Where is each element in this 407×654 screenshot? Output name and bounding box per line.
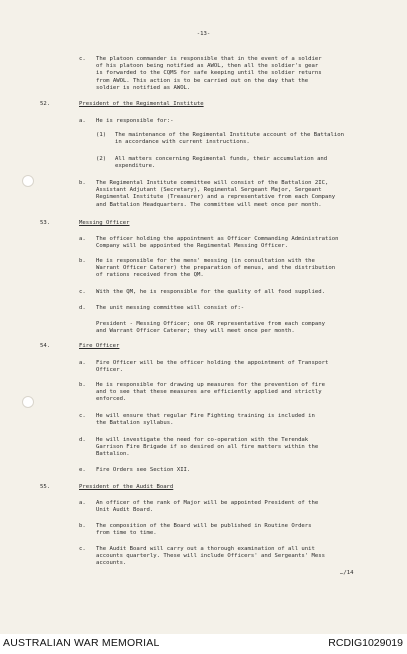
page-number: -13-	[196, 31, 211, 37]
section-number: 53.	[40, 220, 51, 226]
record-id: RCDIG1029019	[328, 637, 403, 649]
item-letter: e.	[79, 467, 86, 473]
item-letter: b.	[79, 382, 86, 388]
item-text: The unit messing committee will consist of:-	[96, 305, 245, 311]
section-number: 52.	[40, 101, 51, 107]
subitem-text: All matters concerning Regimental funds, their accumulation and expenditure.	[115, 156, 328, 170]
subitem-text: The maintenance of the Regimental Institute account of the Battalion in accordance with current instructions.	[115, 132, 345, 146]
item-letter: c.	[79, 413, 86, 419]
archive-name: AUSTRALIAN WAR MEMORIAL	[3, 637, 160, 649]
subitem-number: (2)	[96, 156, 107, 162]
item-text: The composition of the Board will be published in Routine Orders from time to time.	[96, 523, 312, 537]
item-text: With the QM, he is responsible for the quality of all food supplied.	[96, 289, 326, 295]
continuation-marker: …/14	[340, 570, 354, 576]
punch-hole	[22, 175, 34, 187]
item-text: The officer holding the appointment as Officer Commanding Administration Company will be appointed the Regimental Messing Officer.	[96, 236, 339, 250]
item-letter: a.	[79, 500, 86, 506]
item-letter: d.	[79, 437, 86, 443]
item-letter: a.	[79, 236, 86, 242]
item-letter: c.	[79, 289, 86, 295]
section-number: 54.	[40, 343, 51, 349]
section-number: 55.	[40, 484, 51, 490]
item-text: He will ensure that regular Fire Fighting training is included in the Battalion syllabus.	[96, 413, 315, 427]
item-text: Fire Officer will be the officer holding the appointment of Transport Officer.	[96, 360, 329, 374]
section-heading: President of the Regimental Institute	[79, 101, 204, 107]
item-letter: a.	[79, 360, 86, 366]
item-text: He is responsible for:-	[96, 118, 174, 124]
item-text: An officer of the rank of Major will be appointed President of the Unit Audit Board.	[96, 500, 319, 514]
item-text: He will investigate the need for co-operation with the Terendak Garrison Fire Brigade if so desired on all fire matters within the Battalion.	[96, 437, 319, 458]
archive-footer	[0, 634, 407, 654]
item-text: Fire Orders see Section XII.	[96, 467, 191, 473]
section-heading: President of the Audit Board	[79, 484, 174, 490]
item-letter: b.	[79, 258, 86, 264]
punch-hole	[22, 396, 34, 408]
section-heading: Messing Officer	[79, 220, 130, 226]
item-text: The platoon commander is responsible that in the event of a soldier of his platoon being notified as AWOL, then all the soldier's gear is forwarded to the CQMS for safe keeping until the soldier returns from AWOL. This action is to be carried out on the day that the soldier is notified as AWOL.	[96, 56, 322, 91]
subitem-number: (1)	[96, 132, 107, 138]
item-text: The Regimental Institute committee will consist of the Battalion 2IC, Assistant Adjutant (Secretary), Regimental Sergeant Major, Sergeant Regimental Institute (Treasurer) and a representative from each Company and Battalion Headquarters. The committee will meet once per month.	[96, 180, 336, 208]
item-letter: c.	[79, 546, 86, 552]
item-letter: c.	[79, 56, 86, 62]
item-letter: d.	[79, 305, 86, 311]
item-letter: b.	[79, 180, 86, 186]
item-text: He is responsible for the mens' messing (in consultation with the Warrant Officer Caterer) the preparation of menus, and the distribution of rations received from the QM.	[96, 258, 336, 279]
item-text: The Audit Board will carry out a thorough examination of all unit accounts quarterly. These will include Officers' and Sergeants' Mess accounts.	[96, 546, 326, 567]
section-heading: Fire Officer	[79, 343, 120, 349]
item-text: He is responsible for drawing up measures for the prevention of fire and to see that these measures are efficiently applied and strictly enforced.	[96, 382, 326, 403]
item-letter: a.	[79, 118, 86, 124]
item-detail: President - Messing Officer; one OR representative from each company and Warrant Officer Caterer; they will meet once per month.	[96, 321, 326, 335]
item-letter: b.	[79, 523, 86, 529]
